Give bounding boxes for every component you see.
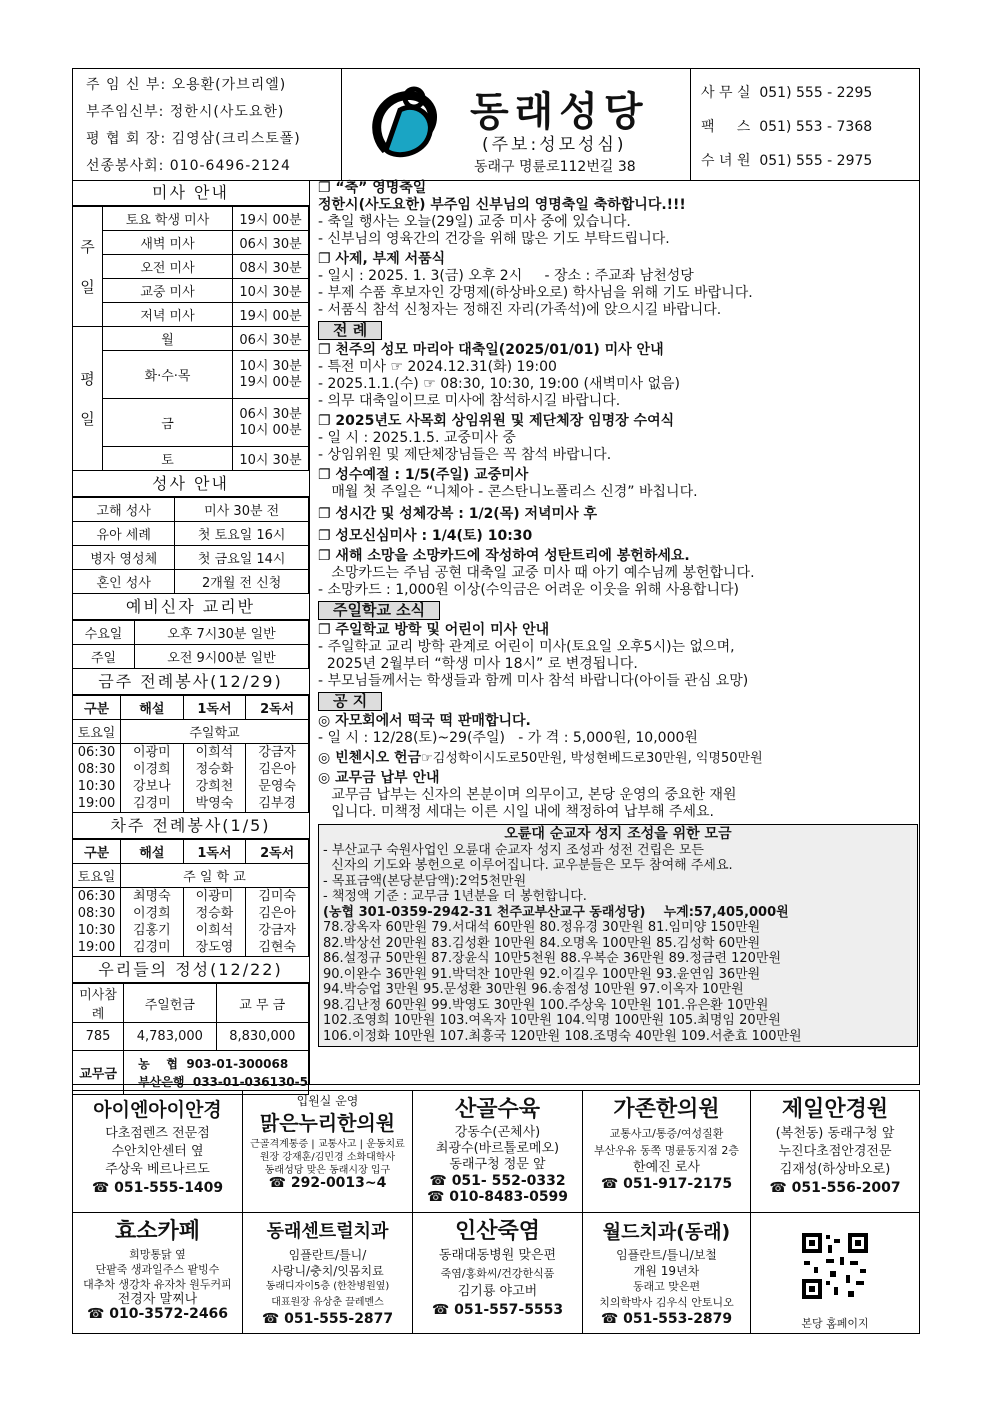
- mass-day: 화·수·목: [103, 351, 233, 399]
- ad-line: 대추차 생강차 유자차 원두커피: [83, 1278, 232, 1291]
- donor-line: 102.조영희 10만원 103.여옥자 10만원 104.익명 100만원 105.최명임 20만원: [323, 1013, 781, 1028]
- ad-line: 동래대동병원 맞은편: [438, 1248, 557, 1263]
- ad-line: 희망통닭 옆: [129, 1248, 186, 1261]
- ad-name: 동래센트럴치과: [266, 1221, 389, 1242]
- ad-name: 효소카페: [114, 1219, 200, 1244]
- liturgy2-title: 차주 전례봉사(1/5): [72, 813, 309, 839]
- section-tag-liturgy: 전 례: [318, 321, 382, 340]
- ad-line: 부산우유 동쪽 명륜동지점 2층: [594, 1144, 739, 1157]
- mass-time: 06시 30분: [233, 231, 309, 255]
- class-time: 오전 9시00분 일반: [135, 645, 309, 669]
- notice-line: 2025년 2월부터 “학생 미사 18시” 로 변경됩니다.: [318, 656, 638, 672]
- mass-day: 토: [103, 447, 233, 471]
- ad-item: [583, 1091, 751, 1213]
- qr-code-icon[interactable]: [800, 1231, 870, 1301]
- shrine-account: (농협 301-0359-2942-31 천주교부산교구 동래성당) 누계:57,405,000원: [323, 904, 789, 920]
- notices-column: [318, 180, 918, 1085]
- notice-title: ❐ 새해 소망을 소망카드에 작성하여 성탄트리에 봉헌하세요.: [318, 548, 690, 564]
- shrine-line: - 부산교구 숙원사업인 오륜대 순교자 성지 조성과 성전 건립은 모든: [323, 842, 704, 858]
- weekday-label: 평 일: [73, 327, 103, 471]
- mass-day: 금: [103, 399, 233, 447]
- ad-phone: ☎ 010-8483-0599: [426, 1189, 569, 1205]
- ad-name: 가존한의원: [613, 1097, 720, 1122]
- sat-value: 주 일 학 교: [121, 864, 309, 888]
- ad-line: 누진다초점안경전문: [778, 1144, 892, 1159]
- ad-item: [243, 1213, 413, 1333]
- sacrament-time: 첫 금요일 14시: [175, 546, 309, 570]
- notice-line: - 부모님들께서는 학생들과 함께 미사 참석 바랍니다(아이들 관심 요망): [318, 673, 749, 689]
- notice-title: ◎ 교무금 납부 안내: [318, 770, 440, 786]
- address: 동래구 명륜로112번길 38: [474, 159, 636, 175]
- dues-label: 교무금: [73, 1051, 124, 1095]
- staff-line: 평 협 회 장: 김영삼(크리스토폴): [86, 131, 301, 147]
- sacrament-time: 첫 토요일 16시: [175, 522, 309, 546]
- ad-line: 전경자 말찌나: [117, 1292, 198, 1307]
- mass-table: [72, 206, 309, 471]
- notice-title: ◎ 자모회에서 떡국 떡 판매합니다.: [318, 713, 531, 729]
- ad-line: 동래고 맞은편: [632, 1280, 701, 1293]
- col-head: 2독서: [246, 840, 309, 864]
- row-label: 토요일: [73, 720, 121, 744]
- notice-line: - 소망카드 : 1,000원 이상(수익금은 어려운 이웃을 위해 사용합니다): [318, 582, 739, 598]
- mass-name: 저녁 미사: [103, 303, 233, 327]
- ad-line: 근골격계통증 | 교통사고 | 운동치료: [250, 1139, 405, 1150]
- sat-value: 주일학교: [121, 720, 309, 744]
- col-head: 해설: [121, 840, 184, 864]
- donor-line: 78.장옥자 60만원 79.서대석 60만원 80.정유경 30만원 81.임미양 150만원: [323, 920, 761, 935]
- ad-line: 동래디자이5층 (한찬병원옆): [265, 1281, 390, 1292]
- staff-list: [72, 68, 342, 180]
- notice-title: ❐ 성시간 및 성체강복 : 1/2(목) 저녁미사 후: [318, 506, 597, 522]
- notice-line: 소망카드는 주님 공현 대축일 교중 미사 때 아기 예수님께 봉헌합니다.: [318, 565, 755, 581]
- notice-line: 교무금 납부는 신자의 본분이며 의무이고, 본당 운영의 중요한 재원: [318, 787, 737, 803]
- liturgy1-title: 금주 전례봉사(12/29): [72, 669, 309, 695]
- ad-item: [751, 1091, 919, 1213]
- sacrament-name: 유아 세례: [73, 522, 175, 546]
- notice-line: - 서품식 참석 신청자는 정해진 자리(가족석)에 앉으시길 바랍니다.: [318, 302, 722, 318]
- ad-name: 인산죽염: [454, 1219, 540, 1244]
- ad-line: 다초점렌즈 전문점: [105, 1126, 210, 1141]
- bank-accounts: 농 협 903-01-300068 부산은행 033-01-036130-5: [124, 1051, 309, 1095]
- ad-item: [73, 1091, 243, 1213]
- mass-name: 토요 학생 미사: [103, 207, 233, 231]
- commentator-col: 이광미 이경희 강보나 김경미: [121, 744, 184, 813]
- notice-line: 입니다. 미책정 세대는 이른 시일 내에 책정하여 납부해 주세요.: [318, 804, 714, 820]
- sacrament-name: 병자 영성체: [73, 546, 175, 570]
- class-time: 오후 7시30분 일반: [135, 621, 309, 645]
- notice-title: ◎ 빈첸시오 헌금☞김성학이시도로50만원, 박성현베드로30만원, 익명50만원: [318, 750, 763, 766]
- mass-time: 08시 30분: [233, 255, 309, 279]
- time-col: 06:30 08:30 10:30 19:00: [73, 744, 121, 813]
- mass-name: 새벽 미사: [103, 231, 233, 255]
- church-logo-icon: [366, 80, 452, 166]
- notice-title: ❐ 사제, 부제 서품식: [318, 251, 446, 267]
- offering-table: [72, 983, 309, 1095]
- ad-line: 동래성당 맞은 동래시장 입구: [264, 1165, 391, 1176]
- reader2-col: 김미숙 김은아 강금자 김현숙: [246, 888, 309, 957]
- ad-item: [413, 1213, 583, 1333]
- donor-line: 106.이정화 10만원 107.최흥국 120만원 108.조명숙 40만원 109.서춘효 100만원: [323, 1028, 802, 1044]
- left-column: [72, 180, 310, 1089]
- ad-line: 교통사고/통증/여성질환: [609, 1127, 724, 1140]
- donor-line: 94.박승업 3만원 95.문성환 30만원 96.송점성 10만원 97.이옥자 10만원: [323, 982, 744, 997]
- col-head: 교 무 금: [216, 984, 308, 1023]
- offering-title: 우리들의 정성(12/22): [72, 957, 309, 983]
- notice-line: - 일시 : 2025. 1. 3(금) 오후 2시 - 장소 : 주교좌 남천성당: [318, 268, 694, 284]
- mass-time: 10시 30분: [233, 279, 309, 303]
- ad-item: [243, 1091, 413, 1213]
- sacrament-time: 미사 30분 전: [175, 498, 309, 522]
- patron-label: (주보:성모성심): [482, 135, 627, 155]
- ad-name: 제일안경원: [781, 1097, 889, 1122]
- mass-time: 06시 30분 10시 00분: [233, 399, 309, 447]
- ad-name: 월드치과(동래): [602, 1221, 731, 1243]
- notice-line: 매월 첫 주일은 “니체아 - 콘스탄니노폴리스 신경” 바칩니다.: [318, 484, 698, 500]
- donor-line: 98.김난정 60만원 99.박영도 30만원 100.주상욱 10만원 101.유은환 10만원: [323, 997, 769, 1013]
- notice-title: ❐ 2025년도 사목회 상임위원 및 제단체장 임명장 수여식: [318, 413, 675, 429]
- shrine-line: - 목표금액(본당분담액):2억5천만원: [323, 873, 527, 889]
- ad-line: 단팥죽 생과일주스 팥빙수: [95, 1263, 220, 1276]
- ad-line: 죽염/홍화씨/건강한식품: [440, 1267, 555, 1280]
- staff-line: 부주임신부: 정한시(사도요한): [86, 104, 285, 120]
- ad-name: 산골수육: [454, 1097, 540, 1122]
- contact-fax: 팩 스 051) 553 - 7368: [701, 119, 873, 135]
- ad-line: 강동수(곤체사): [454, 1125, 541, 1140]
- notice-line: - 상임위원 및 제단체장님들은 꼭 참석 바랍니다.: [318, 447, 612, 463]
- ad-phone: ☎ 051-556-2007: [769, 1180, 901, 1196]
- ad-item: [413, 1091, 583, 1213]
- donor-line: 86.설정규 50만원 87.장윤식 10만5천원 88.우복순 36만원 89.정금련 120만원: [323, 951, 782, 966]
- ad-name: 아이엔아이안경: [93, 1099, 222, 1121]
- shrine-line: - 책정액 기준 : 교무금 1년분을 더 봉헌합니다.: [323, 889, 587, 904]
- staff-line: 선종봉사회: 010-6496-2124: [86, 158, 291, 174]
- notice-title: ❐ 성수예절 : 1/5(주일) 교중미사: [318, 467, 529, 483]
- ad-phone: ☎ 051-557-5553: [431, 1302, 564, 1318]
- attendance-value: 785: [73, 1023, 124, 1051]
- section-tag-notice: 공 지: [318, 692, 382, 711]
- reader1-col: 이희석 정승화 강희천 박영숙: [183, 744, 246, 813]
- ad-line: 임플란트/틀니/: [288, 1248, 367, 1262]
- ad-phone: ☎ 051- 552-0332: [429, 1173, 566, 1189]
- notice-line: - 일 시 : 12/28(토)~29(주일) - 가 격 : 5,000원, 10,000원: [318, 730, 698, 746]
- sunday-label: 주 일: [73, 207, 103, 327]
- shrine-title: 오륜대 순교자 성지 조성을 위한 모금: [504, 826, 732, 842]
- offering-value: 4,783,000: [124, 1023, 216, 1051]
- mass-name: 교중 미사: [103, 279, 233, 303]
- dues-value: 8,830,000: [216, 1023, 308, 1051]
- col-head: 해설: [121, 696, 184, 720]
- ad-line: 개원 19년차: [633, 1264, 700, 1278]
- title-block: [342, 68, 690, 180]
- notice-line: - 의무 대축일이므로 미사에 참석하시길 바랍니다.: [318, 393, 621, 409]
- class-day: 수요일: [73, 621, 135, 645]
- ad-phone: ☎ 051-555-2877: [261, 1311, 394, 1327]
- notice-line: - 일 시 : 2025.1.5. 교중미사 중: [318, 430, 516, 446]
- notice-line: - 축일 행사는 오늘(29일) 교중 미사 중에 있습니다.: [318, 214, 631, 230]
- notice-line: - 신부님의 영육간의 건강을 위해 많은 기도 부탁드립니다.: [318, 231, 670, 247]
- ad-line: 최광수(바르톨로메오): [435, 1141, 560, 1156]
- ad-line: 한예진 로사: [633, 1160, 700, 1175]
- sacrament-name: 혼인 성사: [73, 570, 175, 594]
- ad-phone: ☎ 051-555-1409: [91, 1180, 224, 1196]
- ad-phone: ☎ 051-553-2879: [600, 1311, 733, 1327]
- mass-time: 19시 00분: [233, 303, 309, 327]
- notice-title: ❐ 천주의 성모 마리아 대축일(2025/01/01) 미사 안내: [318, 342, 664, 358]
- ad-line: 동래구청 정문 앞: [449, 1157, 546, 1172]
- ad-line: 원장 강재훈/김민경 소화대학사: [259, 1152, 396, 1163]
- ad-phone: ☎ 051-917-2175: [600, 1176, 733, 1192]
- col-head: 구분: [73, 840, 121, 864]
- homepage-label: 본당 홈페이지: [801, 1317, 869, 1330]
- liturgy2-table: [72, 839, 309, 957]
- notice-line: - 특전 미사 ☞ 2024.12.31(화) 19:00: [318, 359, 557, 375]
- notice-line: 정한시(사도요한) 부주임 신부님의 영명축일 축하합니다.!!!: [318, 197, 686, 213]
- ad-line: 주상욱 베르나르도: [105, 1162, 210, 1177]
- donor-line: 82.박상선 20만원 83.김성환 10만원 84.오명옥 100만원 85.김성학 60만원: [323, 935, 761, 951]
- notice-line: - 2025.1.1.(수) ☞ 08:30, 10:30, 19:00 (새벽미사 없음): [318, 376, 681, 392]
- ad-line: (복천동) 동래구청 앞: [775, 1126, 895, 1141]
- ad-line: 임플란트/틀니/보철: [616, 1248, 717, 1262]
- parish-title: 동래성당: [470, 89, 649, 135]
- sacraments-title: 성사 안내: [72, 471, 309, 497]
- catechumen-title: 예비신자 교리반: [72, 594, 309, 620]
- col-head: 미사참례: [73, 984, 124, 1023]
- ad-item: [751, 1213, 919, 1333]
- notice-title: ❐ 주일학교 방학 및 어린이 미사 안내: [318, 622, 550, 638]
- ad-line: 김기룡 야고버: [457, 1284, 538, 1299]
- col-head: 1독서: [183, 696, 246, 720]
- row-label: 토요일: [73, 864, 121, 888]
- mass-name: 오전 미사: [103, 255, 233, 279]
- class-day: 주일: [73, 645, 135, 669]
- shrine-line: 신자의 기도와 봉헌으로 이루어집니다. 교우분들은 모두 참여해 주세요.: [323, 858, 733, 873]
- notice-line: - 부제 수품 후보자인 강명제(하상바오로) 학사님을 위해 기도 바랍니다.: [318, 285, 753, 301]
- ad-phone: ☎ 010-3572-2466: [86, 1306, 229, 1322]
- donor-line: 90.이완수 36만원 91.박덕찬 10만원 92.이길우 100만원 93.윤연임 36만원: [323, 966, 761, 982]
- mass-time: 10시 30분 19시 00분: [233, 351, 309, 399]
- mass-time: 06시 30분: [233, 327, 309, 351]
- ad-phone: ☎ 292-0013~4: [268, 1175, 387, 1191]
- contact-convent: 수 녀 원 051) 555 - 2975: [701, 153, 873, 169]
- liturgy1-table: [72, 695, 309, 813]
- col-head: 주일헌금: [124, 984, 216, 1023]
- ad-item: [583, 1213, 751, 1333]
- notice-line: - 주일학교 교리 방학 관계로 어린이 미사(토요일 오후5시)는 없으며,: [318, 639, 735, 655]
- col-head: 구분: [73, 696, 121, 720]
- mass-title: 미사 안내: [72, 180, 309, 206]
- mass-day: 월: [103, 327, 233, 351]
- staff-line: 주 임 신 부: 오용환(가브리엘): [86, 77, 287, 93]
- ad-line: 김재성(하상바오로): [779, 1162, 891, 1177]
- time-col: 06:30 08:30 10:30 19:00: [73, 888, 121, 957]
- ad-line: 대표원장 유상춘 끌레멘스: [271, 1297, 384, 1308]
- commentator-col: 최명숙 이경희 김홍기 김경미: [121, 888, 184, 957]
- sacraments-table: [72, 497, 309, 594]
- ad-top: 입원실 운영: [296, 1094, 359, 1108]
- notice-title: ❐ “축” 영명축일: [318, 180, 427, 196]
- ad-line: 사랑니/충치/잇몸치료: [271, 1264, 384, 1278]
- contact-office: 사 무 실 051) 555 - 2295: [701, 85, 873, 101]
- contacts: [690, 68, 920, 180]
- reader1-col: 이광미 정승화 이희석 장도영: [183, 888, 246, 957]
- sacrament-time: 2개월 전 신청: [175, 570, 309, 594]
- shrine-fund-box: [318, 824, 918, 1047]
- section-tag-sunday-school: 주일학교 소식: [318, 601, 440, 620]
- sacrament-name: 고해 성사: [73, 498, 175, 522]
- ad-line: 수안치안센터 옆: [111, 1144, 204, 1159]
- ads-area: [72, 1090, 920, 1334]
- ad-item: [73, 1213, 243, 1333]
- col-head: 1독서: [183, 840, 246, 864]
- col-head: 2독서: [246, 696, 309, 720]
- reader2-col: 강금자 김은아 문영숙 김부경: [246, 744, 309, 813]
- ad-line: 치의학박사 김우식 안토니오: [599, 1296, 734, 1309]
- mass-time: 19시 00분: [233, 207, 309, 231]
- notice-title: ❐ 성모신심미사 : 1/4(토) 10:30: [318, 528, 533, 544]
- ad-name: 맑은누리한의원: [259, 1111, 396, 1135]
- mass-time: 10시 30분: [233, 447, 309, 471]
- catechumen-table: [72, 620, 309, 669]
